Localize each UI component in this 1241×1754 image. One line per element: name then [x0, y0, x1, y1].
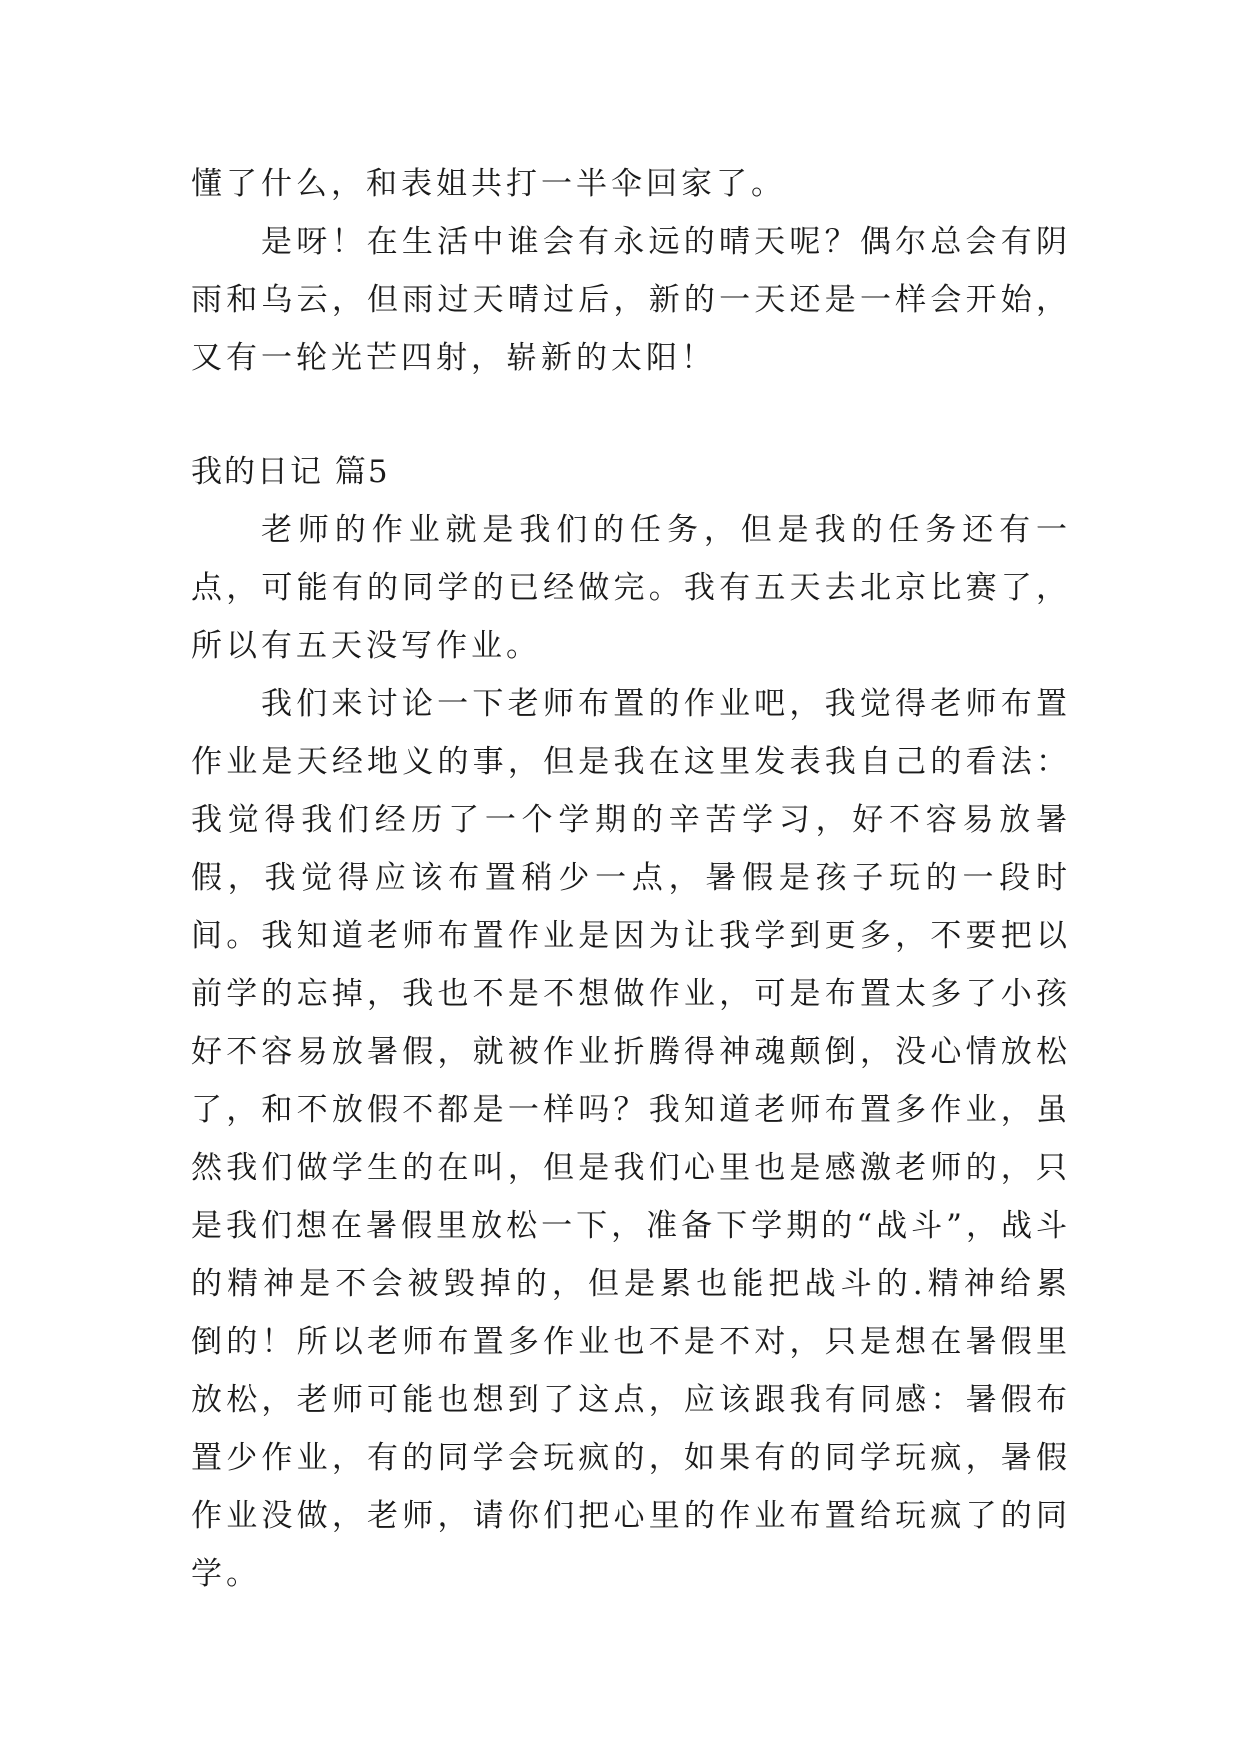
paragraph-continuation: 懂了什么，和表姐共打一半伞回家了。 — [191, 166, 786, 202]
paragraph-homework-discussion: 我们来讨论一下老师布置的作业吧，我觉得老师布置作业是天经地义的事，但是我在这里发表我自己的看法：我觉得我们经历了一个学期的辛苦学习，好不容易放暑假，我觉得应该布置稍少一点，暑假是孩子玩的一段时间。我知道老师布置作业是因为让我学到更多，不要把以前学的忘掉，我也不是不想做作业，可是布置太多了小孩好不容易放暑假，就被作业折腾得神魂颠倒，没心情放松了，和不放假不都是一样吗？我知道老师布置多作业，虽然我们做学生的在叫，但是我们心里也是感激老师的，只是我们想在暑假里放松一下，准备下学期的“战斗”，战斗的精神是不会被毁掉的，但是累也能把战斗的.精神给累倒的！所以老师布置多作业也不是不对，只是想在暑假里放松，老师可能也想到了这点，应该跟我有同感：暑假布置少作业，有的同学会玩疯的，如果有的同学玩疯，暑假作业没做，老师，请你们把心里的作业布置给玩疯了的同学。 — [191, 686, 1071, 1592]
document-page — [191, 155, 1071, 1603]
section-heading: 我的日记 篇5 — [191, 454, 390, 490]
section-spacer — [191, 387, 1071, 443]
paragraph-homework-task: 老师的作业就是我们的任务，但是我的任务还有一点，可能有的同学的已经做完。我有五天去北京比赛了，所以有五天没写作业。 — [191, 512, 1071, 664]
paragraph-sunny-day: 是呀！在生活中谁会有永远的晴天呢？偶尔总会有阴雨和乌云，但雨过天晴过后，新的一天还是一样会开始，又有一轮光芒四射，崭新的太阳！ — [191, 224, 1071, 376]
